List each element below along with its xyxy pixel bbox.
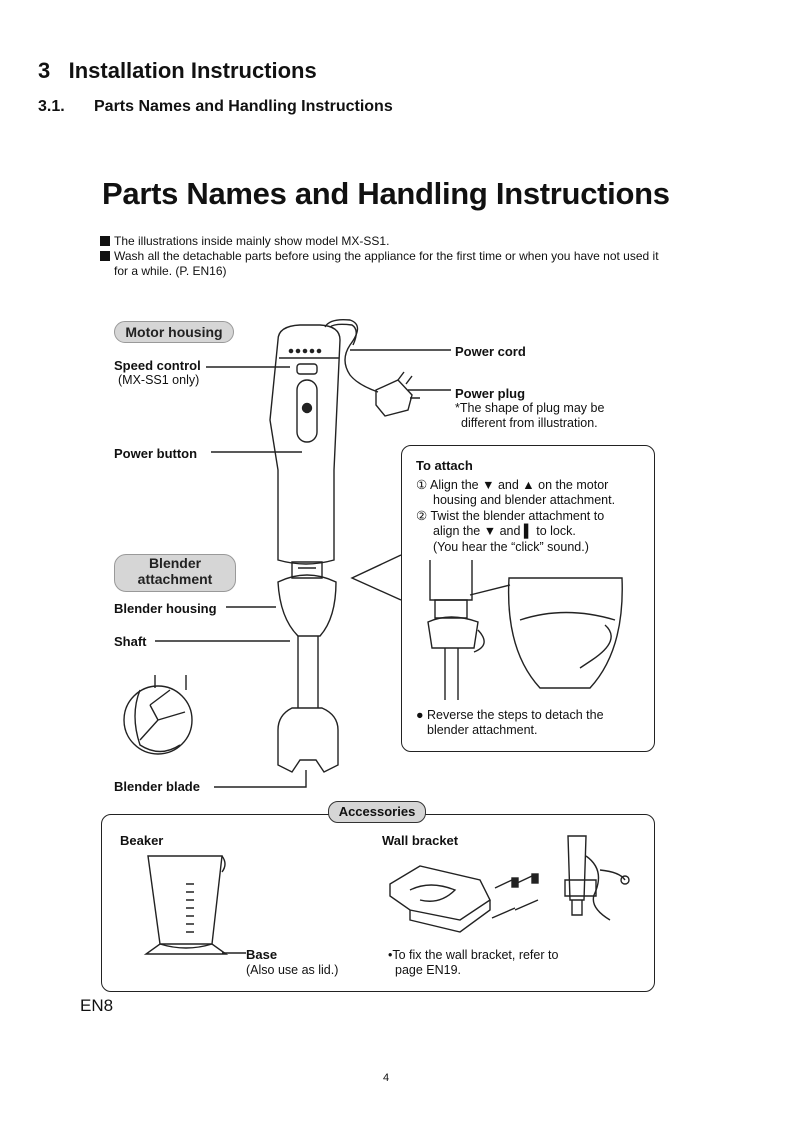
power-plug-label: Power plug: [455, 386, 526, 401]
intro-item: The illustrations inside mainly show model MX-SS1.: [100, 234, 660, 249]
detach-note-cont: blender attachment.: [427, 723, 538, 737]
accessories-pill: Accessories: [328, 801, 426, 823]
base-label: Base: [246, 947, 278, 962]
detach-note: ● Reverse the steps to detach the: [416, 708, 604, 722]
subsection-title: Parts Names and Handling Instructions: [94, 98, 393, 115]
base-note: (Also use as lid.): [246, 963, 339, 977]
power-button-label: Power button: [114, 446, 198, 461]
page-number: 4: [382, 1072, 390, 1084]
page-title: Parts Names and Handling Instructions: [102, 176, 670, 211]
motor-housing-drawing: [270, 325, 340, 564]
blender-guard-drawing: [278, 708, 338, 772]
subsection-number: 3.1.: [38, 98, 65, 115]
blender-housing-drawing: [278, 575, 336, 636]
to-attach-step-2: ② Twist the blender attachment to: [416, 509, 605, 523]
intro-item: Wash all the detachable parts before using the appliance for the first time or when you have not used it for a while. (P. EN16): [100, 249, 660, 279]
wall-bracket-note-2: page EN19.: [395, 963, 462, 977]
footer-code: EN8: [80, 996, 114, 1015]
speed-control-note: (MX-SS1 only): [118, 373, 200, 387]
blender-attachment-pill: Blender attachment: [114, 554, 236, 592]
accessories-box: [101, 814, 655, 992]
power-plug-drawing: [376, 380, 412, 416]
shaft-label: Shaft: [114, 634, 147, 649]
power-plug-note-2: different from illustration.: [461, 416, 598, 430]
wall-bracket-label: Wall bracket: [382, 833, 459, 848]
section-title: Installation Instructions: [68, 58, 317, 83]
motor-housing-pill: Motor housing: [114, 321, 234, 343]
to-attach-step-1: ① Align the ▼ and ▲ on the motor: [416, 478, 609, 492]
power-cord-label: Power cord: [455, 344, 526, 359]
beaker-label: Beaker: [120, 833, 164, 848]
blender-blade-label: Blender blade: [114, 779, 200, 794]
to-attach-step-2-cont: align the ▼ and ▌ to lock.: [433, 524, 576, 538]
power-plug-note: *The shape of plug may be: [455, 401, 605, 415]
wall-bracket-note: •To fix the wall bracket, refer to: [388, 948, 559, 962]
to-attach-click-note: (You hear the “click” sound.): [433, 540, 589, 554]
to-attach-title: To attach: [416, 458, 473, 473]
to-attach-step-1-cont: housing and blender attachment.: [433, 493, 616, 507]
section-number: 3: [38, 58, 51, 83]
blender-housing-label: Blender housing: [114, 601, 217, 616]
power-button-icon: [303, 404, 312, 413]
speed-control-label: Speed control: [114, 358, 201, 373]
